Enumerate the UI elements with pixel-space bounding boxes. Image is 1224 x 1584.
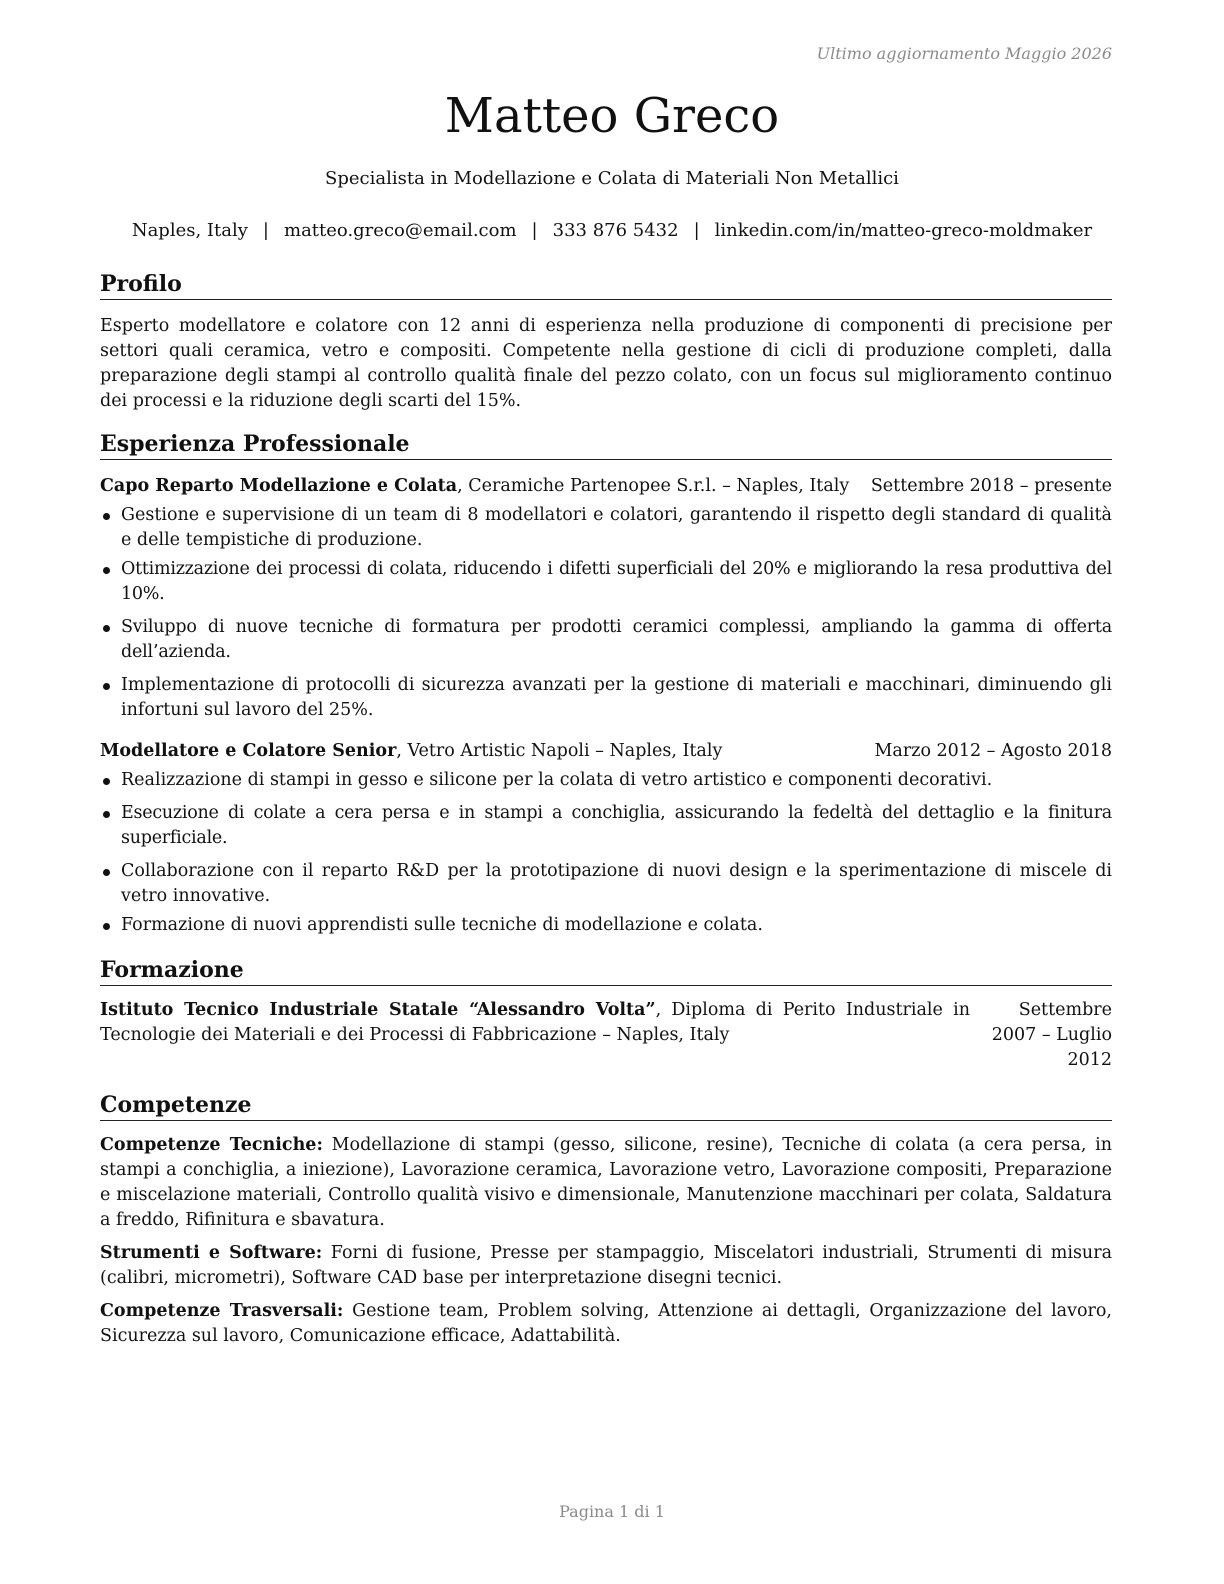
job-bullets xyxy=(100,503,1112,723)
profile-summary: Esperto modellatore e colatore con 12 anni di esperienza nella produzione di componenti di precisione per settori quali ceramica, vetro e compositi. Competente nella gestione di cicli di produzione completi, dalla preparazione degli stampi al controllo qualità finale del pezzo colato, con un focus sul miglioramento continuo dei processi e la riduzione degli scarti del 15%. xyxy=(100,316,1112,411)
job-entry xyxy=(100,474,1112,723)
skill-group xyxy=(100,1241,1112,1291)
job-dates: Marzo 2012 – Agosto 2018 xyxy=(874,741,1112,761)
contact-separator: | xyxy=(693,220,700,241)
page-number: Pagina 1 di 1 xyxy=(559,1502,665,1521)
bullet-dot-icon xyxy=(103,567,110,574)
candidate-title: Specialista in Modellazione e Colata di Materiali Non Metallici xyxy=(325,168,899,189)
bullet-dot-icon xyxy=(103,683,110,690)
bullet-item xyxy=(100,768,1112,793)
job-role: Capo Reparto Modellazione e Colata xyxy=(100,476,458,496)
bullet-text: Implementazione di protocolli di sicurezza avanzati per la gestione di materiali e macchinari, diminuendo gli infortuni sul lavoro del 25%. xyxy=(121,675,1112,720)
contact-email[interactable]: matteo.greco@email.com xyxy=(284,220,517,241)
skill-group-text: Gestione team, Problem solving, Attenzione ai dettagli, Organizzazione del lavoro, Sicurezza sul lavoro, Comunicazione efficace, Adattabilità. xyxy=(100,1301,1112,1346)
bullet-dot-icon xyxy=(103,923,110,930)
job-title-company xyxy=(100,739,722,764)
job-header xyxy=(100,739,1112,764)
job-bullets xyxy=(100,768,1112,938)
bullet-text: Sviluppo di nuove tecniche di formatura per prodotti ceramici complessi, ampliando la gamma di offerta dell’azienda. xyxy=(121,617,1112,662)
job-dates: Settembre 2018 – presente xyxy=(870,476,1112,496)
education-entry xyxy=(100,998,1112,1073)
contact-linkedin[interactable]: linkedin.com/in/matteo-greco-moldmaker xyxy=(714,220,1093,241)
section-heading-education: Formazione xyxy=(100,956,1112,986)
last-updated: Ultimo aggiornamento Maggio 2026 xyxy=(816,44,1112,63)
skill-group xyxy=(100,1133,1112,1233)
bullet-item xyxy=(100,859,1112,909)
contact-location: Naples, Italy xyxy=(131,220,248,241)
job-company: , Ceramiche Partenopee S.r.l. – Naples, Italy xyxy=(457,476,850,496)
job-title-company xyxy=(100,474,849,499)
contact-line xyxy=(0,219,1224,243)
bullet-item xyxy=(100,913,1112,938)
skill-group-text: Forni di fusione, Presse per stampaggio, Miscelatori industriali, Strumenti di misura (calibri, micrometri), Software CAD base per interpretazione disegni tecnici. xyxy=(100,1243,1113,1288)
bullet-item xyxy=(100,615,1112,665)
candidate-name: Matteo Greco xyxy=(444,88,780,144)
resume-body xyxy=(100,270,1112,1349)
skill-group-label: Competenze Trasversali: xyxy=(100,1301,344,1321)
skill-group-label: Competenze Tecniche: xyxy=(100,1135,323,1155)
job-role: Modellatore e Colatore Senior xyxy=(100,741,397,761)
contact-separator: | xyxy=(262,220,269,241)
section-heading-profile: Profilo xyxy=(100,270,1112,300)
bullet-item xyxy=(100,503,1112,553)
bullet-item xyxy=(100,557,1112,607)
education-school: Istituto Tecnico Industriale Statale “Alessandro Volta” xyxy=(100,1000,656,1020)
bullet-dot-icon xyxy=(103,778,110,785)
bullet-item xyxy=(100,673,1112,723)
contact-separator: | xyxy=(531,220,538,241)
education-degree: , Diploma di Perito Industriale in Tecnologie dei Materiali e dei Processi di Fabbricazione – Naples, Italy xyxy=(100,1000,970,1045)
section-heading-skills: Competenze xyxy=(100,1091,1112,1121)
bullet-text: Formazione di nuovi apprendisti sulle tecniche di modellazione e colata. xyxy=(121,915,763,935)
bullet-text: Ottimizzazione dei processi di colata, riducendo i difetti superficiali del 20% e migliorando la resa produttiva del 10%. xyxy=(121,559,1112,604)
contact-phone: 333 876 5432 xyxy=(552,220,679,241)
bullet-dot-icon xyxy=(103,625,110,632)
bullet-dot-icon xyxy=(103,869,110,876)
bullet-text: Gestione e supervisione di un team di 8 modellatori e colatori, garantendo il rispetto degli standard di qualità e delle tempistiche di produzione. xyxy=(121,505,1112,550)
education-details xyxy=(100,998,970,1073)
bullet-text: Realizzazione di stampi in gesso e silicone per la colata di vetro artistico e componenti decorativi. xyxy=(121,770,993,790)
bullet-text: Esecuzione di colate a cera persa e in stampi a conchiglia, assicurando la fedeltà del dettaglio e la finitura superficiale. xyxy=(121,803,1112,848)
education-dates: Settembre 2007 – Luglio 2012 xyxy=(991,1000,1112,1070)
skill-group xyxy=(100,1299,1112,1349)
section-heading-experience: Esperienza Professionale xyxy=(100,430,1112,460)
bullet-item xyxy=(100,801,1112,851)
bullet-dot-icon xyxy=(103,513,110,520)
job-header xyxy=(100,474,1112,499)
bullet-dot-icon xyxy=(103,811,110,818)
job-entry xyxy=(100,739,1112,938)
bullet-text: Collaborazione con il reparto R&D per la prototipazione di nuovi design e la sperimentazione di miscele di vetro innovative. xyxy=(121,861,1112,906)
skill-group-label: Strumenti e Software: xyxy=(100,1243,323,1263)
skill-group-text: Modellazione di stampi (gesso, silicone, resine), Tecniche di colata (a cera persa, in stampi a conchiglia, a iniezione), Lavorazione ceramica, Lavorazione vetro, Lavorazione compositi, Preparazione e miscelazione materiali, Controllo qualità visivo e dimensionale, Manutenzione macchinari per colata, Saldatura a freddo, Rifinitura e sbavatura. xyxy=(100,1135,1112,1230)
job-company: , Vetro Artistic Napoli – Naples, Italy xyxy=(396,741,723,761)
